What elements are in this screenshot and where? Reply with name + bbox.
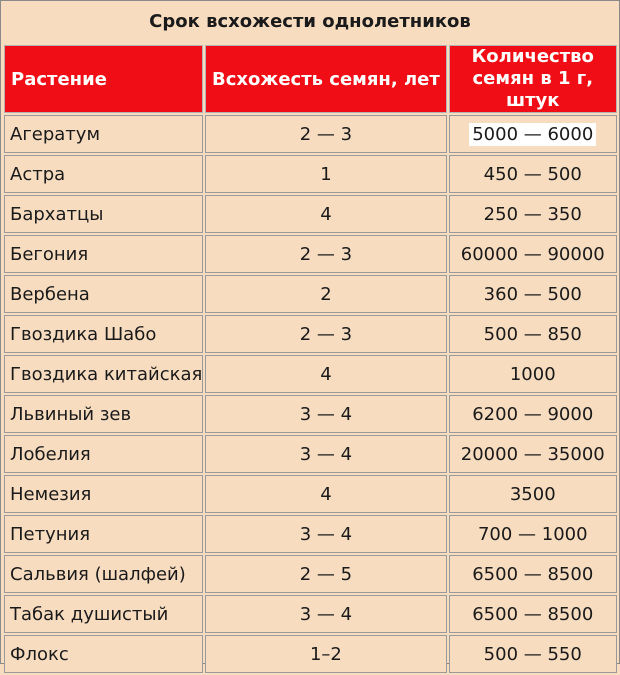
seeds-per-gram-cell: 20000 — 35000: [449, 435, 617, 473]
table-row: [4, 435, 617, 473]
germination-years-cell: 4: [205, 475, 446, 513]
table-row: [4, 475, 617, 513]
seeds-per-gram-cell: 3500: [449, 475, 617, 513]
seeds-per-gram-cell: 6200 — 9000: [449, 395, 617, 433]
germination-years-cell: 1–2: [205, 635, 446, 673]
germination-years-cell: 2 — 3: [205, 235, 446, 273]
germination-years-cell: 4: [205, 355, 446, 393]
plant-name-cell: Сальвия (шалфей): [4, 555, 203, 593]
header-seed-count: Количество семян в 1 г, штук: [449, 45, 617, 113]
seeds-per-gram-cell: 6500 — 8500: [449, 595, 617, 633]
plant-name-cell: Бархатцы: [4, 195, 203, 233]
table-row: [4, 635, 617, 673]
table-title: Срок всхожести однолетников: [1, 1, 619, 43]
plant-name-cell: Агератум: [4, 115, 203, 153]
plant-name-cell: Вербена: [4, 275, 203, 313]
seed-germination-table: [2, 43, 619, 675]
table-row: [4, 555, 617, 593]
table-row: [4, 395, 617, 433]
plant-name-cell: Петуния: [4, 515, 203, 553]
plant-name-cell: Немезия: [4, 475, 203, 513]
germination-years-cell: 2 — 3: [205, 315, 446, 353]
seeds-per-gram-cell: 500 — 850: [449, 315, 617, 353]
table-row: [4, 355, 617, 393]
plant-name-cell: Бегония: [4, 235, 203, 273]
germination-years-cell: 3 — 4: [205, 595, 446, 633]
seeds-per-gram-cell: 60000 — 90000: [449, 235, 617, 273]
table-row: [4, 235, 617, 273]
seeds-per-gram-cell: [449, 115, 617, 153]
plant-name-cell: Флокс: [4, 635, 203, 673]
seeds-per-gram-cell: 1000: [449, 355, 617, 393]
seeds-per-gram-cell: 250 — 350: [449, 195, 617, 233]
plant-name-cell: Львиный зев: [4, 395, 203, 433]
table-row: [4, 115, 617, 153]
seeds-per-gram-cell: 6500 — 8500: [449, 555, 617, 593]
germination-years-cell: 4: [205, 195, 446, 233]
seeds-per-gram-cell: 450 — 500: [449, 155, 617, 193]
header-plant: Растение: [4, 45, 203, 113]
germination-years-cell: 2 — 5: [205, 555, 446, 593]
plant-name-cell: Лобелия: [4, 435, 203, 473]
table-row: [4, 315, 617, 353]
header-row: [4, 45, 617, 113]
germination-years-cell: 2 — 3: [205, 115, 446, 153]
germination-years-cell: 2: [205, 275, 446, 313]
germination-years-cell: 3 — 4: [205, 435, 446, 473]
header-germination: Всхожесть семян, лет: [205, 45, 446, 113]
table-body: [4, 115, 617, 673]
germination-years-cell: 3 — 4: [205, 395, 446, 433]
plant-name-cell: Табак душистый: [4, 595, 203, 633]
plant-name-cell: Гвоздика китайская: [4, 355, 203, 393]
seeds-per-gram-cell: 500 — 550: [449, 635, 617, 673]
highlighted-value: 5000 — 6000: [469, 123, 596, 146]
seeds-per-gram-cell: 360 — 500: [449, 275, 617, 313]
table-row: [4, 195, 617, 233]
table-row: [4, 595, 617, 633]
table-row: [4, 155, 617, 193]
plant-name-cell: Астра: [4, 155, 203, 193]
germination-years-cell: 3 — 4: [205, 515, 446, 553]
table-row: [4, 275, 617, 313]
germination-years-cell: 1: [205, 155, 446, 193]
seeds-per-gram-cell: 700 — 1000: [449, 515, 617, 553]
plant-name-cell: Гвоздика Шабо: [4, 315, 203, 353]
table-row: [4, 515, 617, 553]
